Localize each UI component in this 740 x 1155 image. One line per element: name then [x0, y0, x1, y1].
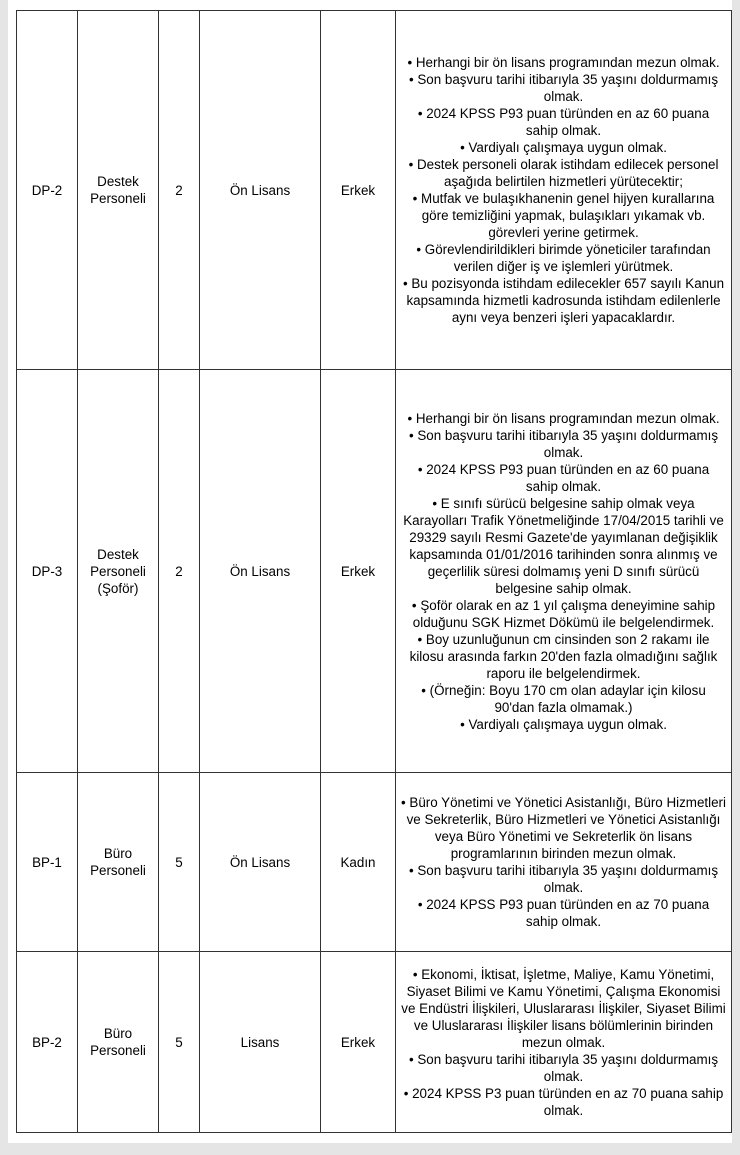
requirement-item: • Vardiyalı çalışmaya uygun olmak.	[460, 140, 667, 155]
requirement-item: • Destek personeli olarak istihdam edilecek personel aşağıda belirtilen hizmetleri yürütecektir;	[408, 157, 719, 189]
position-count: 5	[159, 952, 200, 1133]
position-title	[78, 11, 159, 370]
requirement-item: • 2024 KPSS P93 puan türünden en az 70 puana sahip olmak.	[417, 897, 710, 929]
position-code: BP-1	[17, 773, 78, 952]
position-code: BP-2	[17, 952, 78, 1133]
requirement-item: • E sınıfı sürücü belgesine sahip olmak veya Karayolları Trafik Yönetmeliğinde 17/04/2015 tarihli ve 29329 sayılı Resmi Gazete'de yayımlanan değişiklik kapsamında 01/01/2016 tarihinden sonra alınmış ve geçerlilik süresi dolmamış yeni D sınıfı sürücü belgesine sahip olmak.	[403, 495, 724, 596]
position-title-line: Personeli	[90, 1043, 146, 1058]
requirements-cell	[396, 952, 732, 1133]
requirement-item: • Son başvuru tarihi itibarıyla 35 yaşını doldurmamış olmak.	[408, 427, 719, 460]
gender: Erkek	[321, 11, 396, 370]
table-row	[17, 370, 732, 773]
position-code: DP-2	[17, 11, 78, 370]
table-row	[17, 773, 732, 952]
position-title	[78, 773, 159, 952]
requirement-item: • Ekonomi, İktisat, İşletme, Maliye, Kamu Yönetimi, Siyaset Bilimi ve Kamu Yönetimi, Çalışma Ekonomisi ve Endüstri İlişkileri, Uluslararası İlişkiler, Siyaset Bilimi ve Uluslararası İlişkiler lisans bölümlerinin birinden mezun olmak.	[401, 966, 726, 1050]
education-level: Ön Lisans	[200, 370, 321, 773]
requirement-item: • Bu pozisyonda istihdam edilecekler 657 sayılı Kanun kapsamında hizmetli kadrosunda istihdam edilenlerle aynı veya benzeri işleri yapacaklardır.	[402, 276, 725, 325]
requirement-item: • Son başvuru tarihi itibarıyla 35 yaşını doldurmamış olmak.	[408, 72, 719, 104]
requirements-cell	[396, 370, 732, 773]
requirement-item: • Herhangi bir ön lisans programından mezun olmak.	[407, 410, 720, 426]
position-title-line: Personeli	[90, 863, 146, 878]
requirement-item: • Şoför olarak en az 1 yıl çalışma deneyimine sahip olduğunu SGK Hizmet Dökümü ile belgelendirmek.	[411, 597, 716, 630]
position-title-line: Personeli	[90, 191, 146, 206]
requirement-item: • Büro Yönetimi ve Yönetici Asistanlığı, Büro Hizmetleri ve Sekreterlik, Büro Hizmetleri ve Yönetici Asistanlığı veya Büro Yönetimi ve Sekreterlik ön lisans programlarının birinden mezun olmak.	[401, 795, 726, 861]
position-title	[78, 952, 159, 1133]
education-level: Ön Lisans	[200, 773, 321, 952]
requirement-item: • 2024 KPSS P93 puan türünden en az 60 puana sahip olmak.	[417, 461, 710, 494]
document-page	[8, 0, 732, 1143]
position-title-line: Büro	[103, 1026, 133, 1041]
education-level: Lisans	[200, 952, 321, 1133]
position-title-line: Destek	[97, 546, 139, 562]
position-title-line: Destek	[97, 174, 139, 189]
requirement-item: • Vardiyalı çalışmaya uygun olmak.	[460, 716, 667, 732]
requirement-item: • (Örneğin: Boyu 170 cm olan adaylar için kilosu 90'dan fazla olmamak.)	[421, 682, 706, 715]
position-count: 2	[159, 11, 200, 370]
requirement-item: • Son başvuru tarihi itibarıyla 35 yaşını doldurmamış olmak.	[408, 1051, 719, 1084]
requirement-item: • Boy uzunluğunun cm cinsinden son 2 rakamı ile kilosu arasında farkın 20'den fazla olmadığını sağlık raporu ile belgelendirmek.	[409, 631, 718, 681]
position-title-line: Personeli	[90, 563, 146, 579]
requirement-item: • 2024 KPSS P3 puan türünden en az 70 puana sahip olmak.	[403, 1085, 724, 1118]
requirement-item: • Mutfak ve bulaşıkhanenin genel hijyen kurallarına göre temizliğini yapmak, bulaşıkları yıkamak vb. görevleri yerine getirmek.	[412, 191, 715, 240]
requirement-item: • Herhangi bir ön lisans programından mezun olmak.	[407, 55, 720, 70]
position-title	[78, 370, 159, 773]
requirement-item: • Son başvuru tarihi itibarıyla 35 yaşını doldurmamış olmak.	[408, 863, 719, 895]
requirement-item: • 2024 KPSS P93 puan türünden en az 60 puana sahip olmak.	[417, 106, 710, 138]
gender: Kadın	[321, 773, 396, 952]
positions-table	[16, 10, 732, 1133]
position-code: DP-3	[17, 370, 78, 773]
position-count: 5	[159, 773, 200, 952]
requirements-cell	[396, 11, 732, 370]
gender: Erkek	[321, 952, 396, 1133]
requirement-item: • Görevlendirildikleri birimde yöneticiler tarafından verilen diğer iş ve işlemleri yürütmek.	[416, 242, 711, 274]
table-row	[17, 952, 732, 1133]
position-title-line: (Şoför)	[97, 580, 139, 596]
table-row	[17, 11, 732, 370]
gender: Erkek	[321, 370, 396, 773]
requirements-cell	[396, 773, 732, 952]
position-count: 2	[159, 370, 200, 773]
position-title-line: Büro	[103, 846, 133, 861]
education-level: Ön Lisans	[200, 11, 321, 370]
